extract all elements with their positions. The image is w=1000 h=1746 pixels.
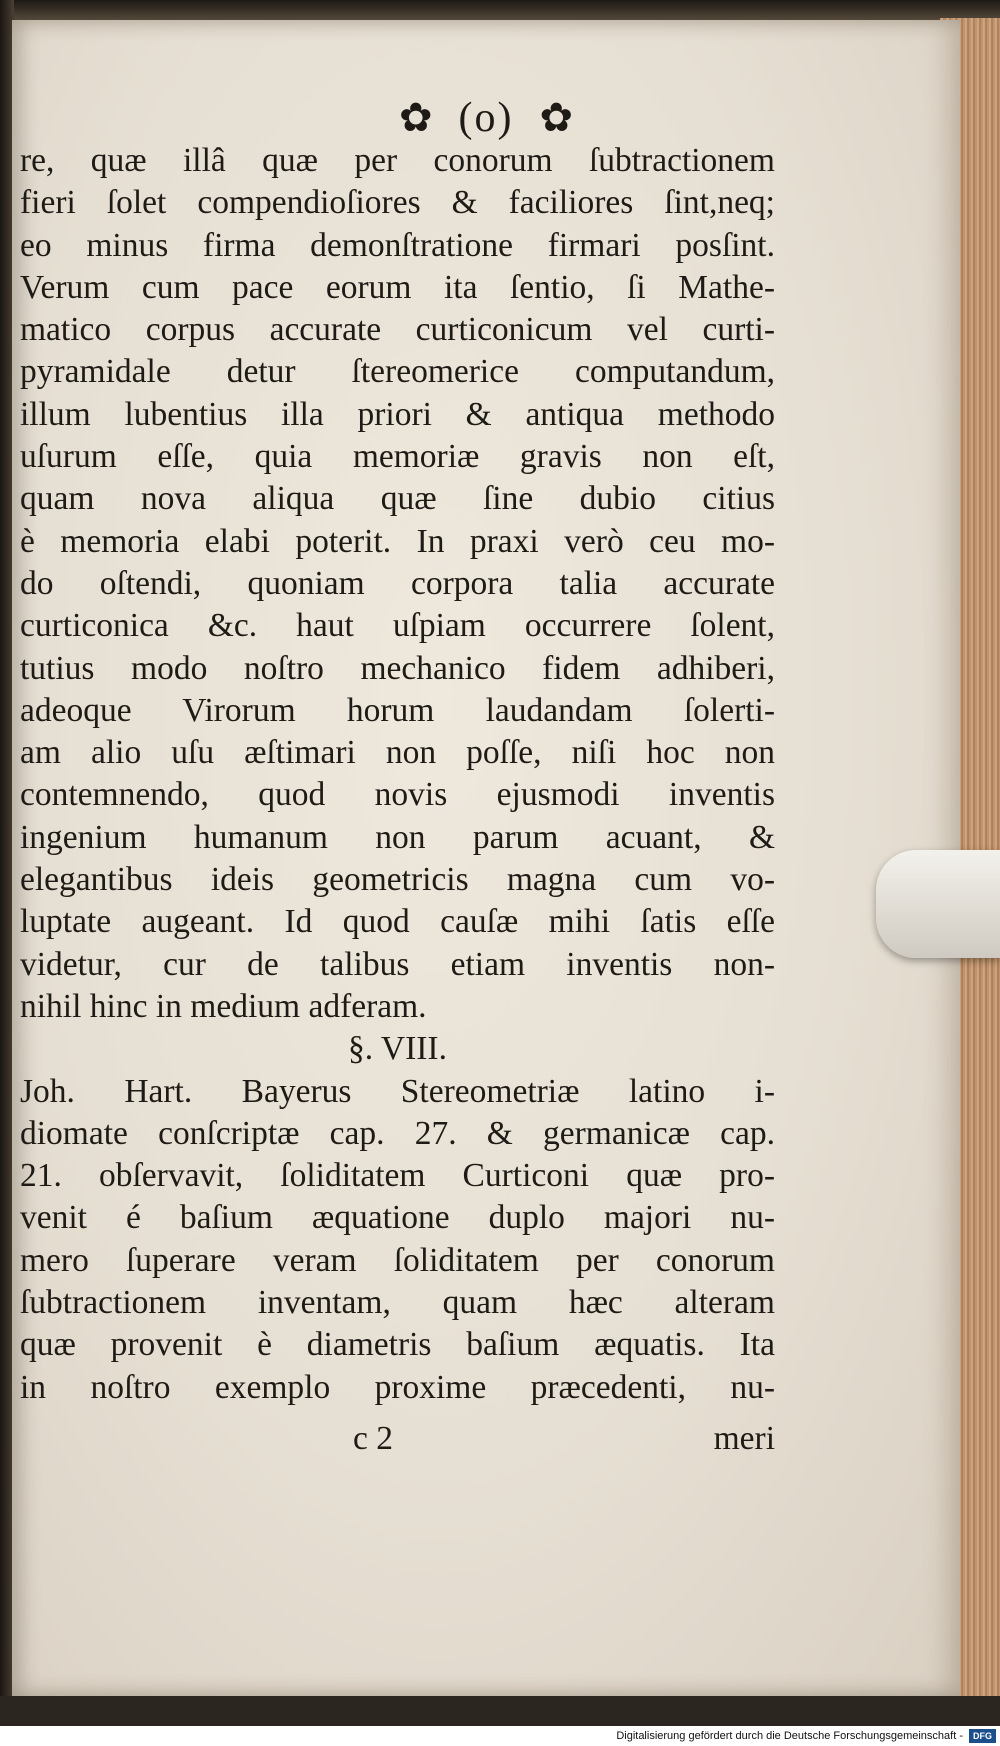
text-line: luptate augeant. Id quod cauſæ mihi ſatis eſſe xyxy=(20,903,775,941)
text-line: in noſtro exemplo proxime præcedenti, nu- xyxy=(20,1368,775,1406)
text-line: contemnendo, quod novis ejusmodi inventis xyxy=(20,776,775,814)
text-line: ſubtractionem inventam, quam hæc alteram xyxy=(20,1284,775,1322)
text-line: eo minus firma demonſtratione firmari posſint. xyxy=(20,226,775,264)
funding-credit xyxy=(0,1726,1000,1746)
text-line: venit é baſium æquatione duplo majori nu- xyxy=(20,1199,775,1237)
text-line: videtur, cur de talibus etiam inventis non- xyxy=(20,945,775,983)
bookmark-slip xyxy=(876,850,1000,958)
text-line: diomate conſcriptæ cap. 27. & germanicæ cap. xyxy=(20,1114,775,1152)
flower-ornament-icon: ✿ xyxy=(539,95,573,140)
text-line: quam nova aliqua quæ ſine dubio citius xyxy=(20,480,775,518)
book-cover-top xyxy=(0,0,1000,22)
scan-bottom-edge xyxy=(0,1696,1000,1726)
text-line: adeoque Virorum horum laudandam ſolerti- xyxy=(20,691,775,729)
text-line: quæ provenit è diametris baſium æquatis. Ita xyxy=(20,1326,775,1364)
text-line: illum lubentius illa priori & antiqua methodo xyxy=(20,395,775,433)
text-line: uſurum eſſe, quia memoriæ gravis non eſt, xyxy=(20,438,775,476)
text-line: pyramidale detur ſtereomerice computandum, xyxy=(20,353,775,391)
text-line: matico corpus accurate curticonicum vel curti- xyxy=(20,311,775,349)
flower-ornament-icon: ✿ xyxy=(398,95,433,140)
page-header xyxy=(12,90,960,146)
text-line: è memoria elabi poterit. In praxi verò ceu mo- xyxy=(20,522,775,560)
page-footer xyxy=(20,1420,775,1464)
page-number: (o) xyxy=(458,95,514,141)
text-line: re, quæ illâ quæ per conorum ſubtractionem xyxy=(20,142,775,179)
catchword: meri xyxy=(713,1420,775,1457)
text-line: am alio uſu æſtimari non poſſe, niſi hoc non xyxy=(20,734,775,772)
text-line: elegantibus ideis geometricis magna cum vo- xyxy=(20,861,775,899)
signature-mark: c 2 xyxy=(353,1420,393,1457)
text-line: mero ſuperare veram ſoliditatem per conorum xyxy=(20,1241,775,1279)
page-text xyxy=(20,140,775,1409)
text-line: Joh. Hart. Bayerus Stereometriæ latino i- xyxy=(20,1072,775,1110)
text-line: nihil hinc in medium adferam. xyxy=(20,987,427,1025)
section-heading: §. VIII. xyxy=(348,1030,447,1068)
text-line: curticonica &c. haut uſpiam occurrere ſolent, xyxy=(20,607,775,645)
credit-text: Digitalisierung gefördert durch die Deutsche Forschungsgemeinschaft - xyxy=(616,1730,963,1742)
text-line: 21. obſervavit, ſoliditatem Curticoni quæ pro- xyxy=(20,1157,775,1195)
text-line: do oſtendi, quoniam corpora talia accurate xyxy=(20,564,775,602)
text-line: fieri ſolet compendioſiores & faciliores ſint,neq; xyxy=(20,184,775,222)
text-line: tutius modo noſtro mechanico fidem adhiberi, xyxy=(20,649,775,687)
dfg-logo: DFG xyxy=(969,1729,996,1743)
text-line: Verum cum pace eorum ita ſentio, ſi Mathe- xyxy=(20,268,775,306)
text-line: ingenium humanum non parum acuant, & xyxy=(20,818,775,856)
